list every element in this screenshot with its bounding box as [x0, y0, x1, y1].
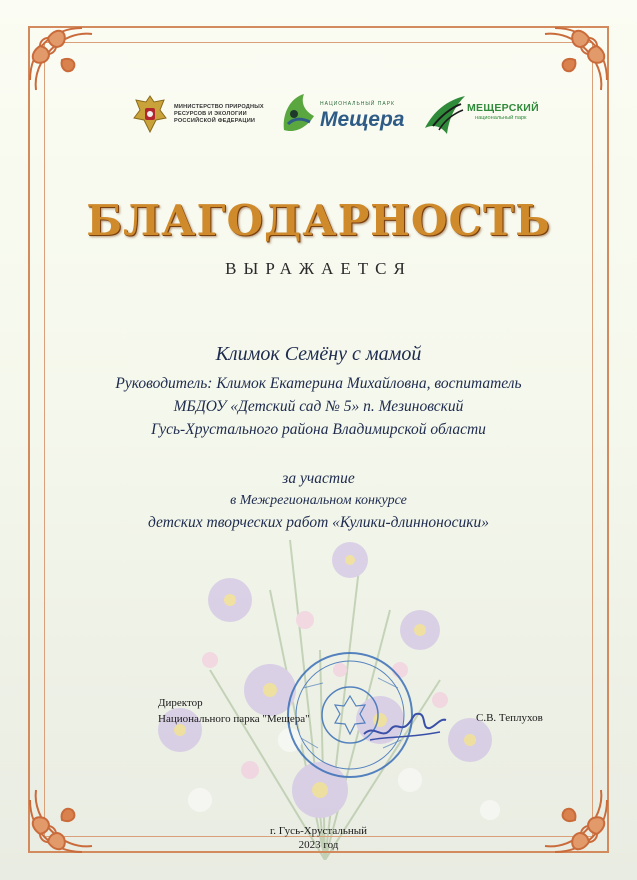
- text-line: в Межрегиональном конкурсе: [230, 493, 407, 508]
- signatory-name: С.В. Теплухов: [476, 712, 543, 724]
- recipient-name: Климок Семёну с мамой: [215, 343, 422, 365]
- signature-mark: [360, 700, 450, 750]
- coat-of-arms-icon: [130, 92, 170, 136]
- park-emblem-icon: [278, 90, 318, 136]
- signatory-organization: Национального парка "Мещера": [158, 713, 310, 725]
- corner-ornament: [22, 20, 118, 116]
- text-line: МБДОУ «Детский сад № 5» п. Мезиновский: [173, 398, 464, 415]
- meshchera-logo: [278, 86, 408, 146]
- text-line: за участие: [282, 470, 355, 487]
- bird-icon: [423, 88, 467, 138]
- certificate-title: БЛАГОДАРНОСТЬ: [86, 196, 551, 245]
- park-small-text: НАЦИОНАЛЬНЫЙ ПАРК: [320, 101, 395, 107]
- ministry-logo: [128, 86, 268, 146]
- meshersky-title: МЕЩЕРСКИЙ: [467, 102, 539, 114]
- meshersky-logo: [423, 86, 558, 146]
- park-name: Мещера: [320, 108, 405, 131]
- meshersky-subtitle: национальный парк: [475, 115, 527, 121]
- ministry-text: МИНИСТЕРСТВО ПРИРОДНЫХ РЕСУРСОВ И ЭКОЛОГИИ РОССИЙСКОЙ ФЕДЕРАЦИИ: [174, 104, 264, 124]
- text-line: Гусь-Хрустального района Владимирской области: [151, 421, 486, 438]
- text-line: детских творческих работ «Кулики-длинноносики»: [148, 514, 489, 531]
- text-line: Руководитель: Климок Екатерина Михайловна, воспитатель: [115, 375, 522, 392]
- footer-city: г. Гусь-Хрустальный: [269, 825, 368, 837]
- logos-row: [128, 86, 558, 146]
- certificate-subtitle: ВЫРАЖАЕТСЯ: [225, 259, 412, 278]
- signatory-position: Директор: [158, 697, 203, 709]
- footer-year: 2023 год: [298, 839, 339, 851]
